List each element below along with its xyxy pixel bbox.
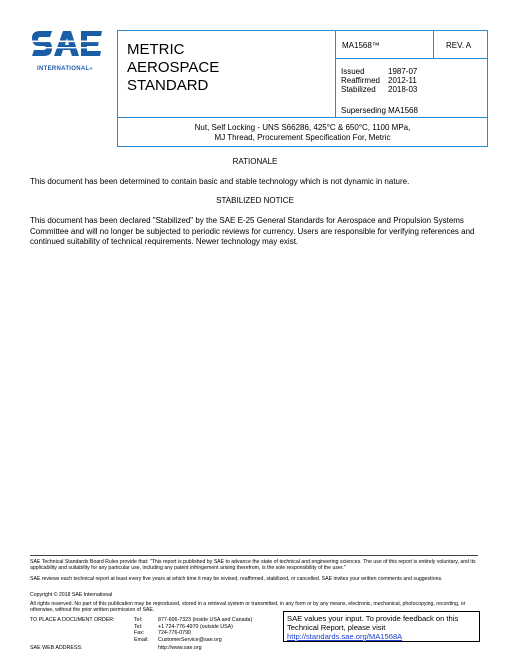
contact-labels: Tel: Tel: Fax: Email: <box>134 617 149 643</box>
review-text: SAE reviews each technical report at least every five years at which time it may be revised, reaffirmed, stabilized, or cancelled. SAE invites your written comments and suggestions. <box>30 576 443 582</box>
phone-international: +1 724-776-4970 (outside USA) <box>158 623 233 630</box>
date-issued: Issued 1987-07 <box>341 67 418 76</box>
revision-cell <box>434 31 487 59</box>
phone-domestic: 877-606-7323 (inside USA and Canada) <box>158 617 253 623</box>
title-line-1: METRIC <box>127 41 185 58</box>
title-line-3: STANDARD <box>127 77 209 94</box>
rationale-heading: RATIONALE <box>232 157 278 166</box>
superseding: Superseding MA1568 <box>341 106 418 115</box>
copyright: Copyright © 2018 SAE International <box>30 592 113 598</box>
logo-text: INTERNATIONAL® <box>37 66 93 72</box>
feedback-text: SAE values your input. To provide feedback on this Technical Report, please visit <box>287 614 459 632</box>
footer-divider <box>30 555 478 556</box>
date-stabilized: Stabilized 2018-03 <box>341 85 418 94</box>
rights-text: All rights reserved. No part of this publication may be reproduced, stored in a retrieval system or transmitted, in any form or by any means, electronic, mechanical, photocopying, recording, or otherwise, without the prior written permission of SAE. <box>30 601 466 614</box>
board-rules-text: SAE Technical Standards Board Rules provide that: "This report is published by SAE to advance the state of technical and engineering sciences. The use of this report is entirely voluntary, and its applicability and suitability for any particular use, including any patent infringement arising therefrom, is the sole responsibility of the user." <box>30 559 476 572</box>
revision: REV. A <box>446 41 472 50</box>
fax-number: 724-776-0790 <box>158 630 191 637</box>
email-link[interactable]: CustomerService@sae.org <box>158 636 222 643</box>
web-address-label: SAE WEB ADDRESS: <box>30 645 83 651</box>
document-type-title <box>127 41 327 95</box>
stabilized-text: This document has been declared "Stabilized" by the SAE E-25 General Standards for Aerospace and Propulsion Systems Committee and will no longer be subjected to periodic reviews for currency. Users are responsible for verifying references and continued suitability of technical requirements. Newer technology may exist. <box>30 216 475 246</box>
order-label: TO PLACE A DOCUMENT ORDER: <box>30 617 115 623</box>
title-cell <box>118 31 336 118</box>
rationale-text: This document has been determined to contain basic and stable technology which is not dynamic in nature. <box>30 177 410 186</box>
stabilized-heading: STABILIZED NOTICE <box>216 196 294 205</box>
document-header-table <box>117 30 488 147</box>
feedback-box <box>283 611 480 642</box>
date-reaffirmed: Reaffirmed 2012-11 <box>341 76 417 85</box>
dates-cell <box>336 59 487 118</box>
contact-values <box>158 617 288 643</box>
title-line-2: AEROSPACE <box>127 59 220 76</box>
doc-number-cell <box>336 31 434 59</box>
web-address-link[interactable]: http://www.sae.org <box>158 645 202 651</box>
feedback-link[interactable]: http://standards.sae.org/MA1568A <box>287 632 403 641</box>
document-subject: Nut, Self Locking - UNS S66286, 425°C & 650°C, 1100 MPa, MJ Thread, Procurement Specification For, Metric <box>194 123 411 142</box>
doc-number: MA1568™ <box>342 41 380 50</box>
